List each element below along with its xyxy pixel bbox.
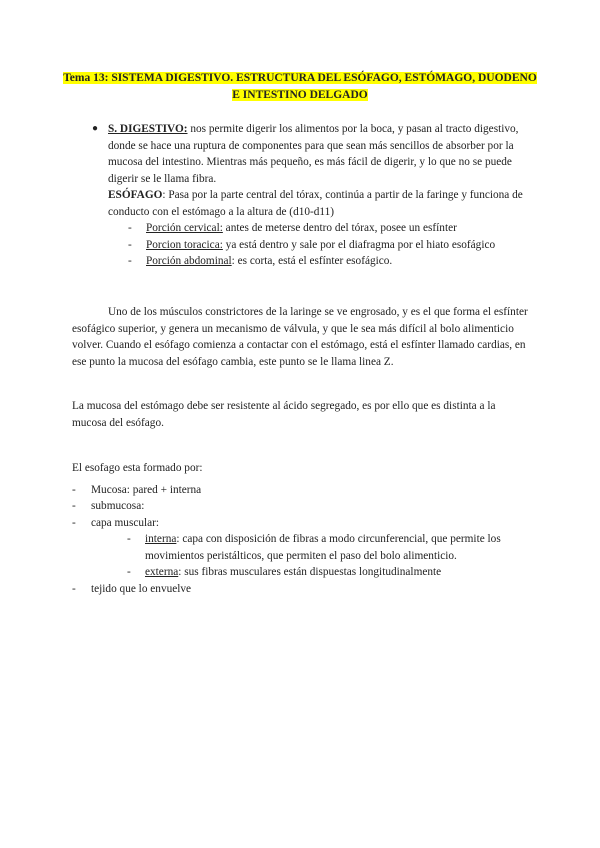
list-item: [72, 531, 532, 564]
dash-marker: -: [72, 516, 76, 529]
document-title: [60, 70, 540, 104]
list-item: [72, 515, 532, 532]
interna-term: interna: [145, 533, 177, 545]
digestive-text: nos permite digerir los alimentos por la boca, y pasan al tracto digestivo, donde se hace una ruptura de componentes para que sean más sencillos de absorber por la mucosa del intestino. Mientras más pequeño, es más fácil de digerir, y lo que no se puede digerir se le llama fibra.: [108, 123, 519, 185]
porciones-list: [128, 220, 538, 270]
porcion-cervical-term: Porción cervical:: [146, 222, 223, 234]
paragraph-mucosa: La mucosa del estómago debe ser resistente al ácido segregado, es por ello que es distinta a la mucosa del esófago.: [72, 400, 496, 429]
capa-muscular-text: capa muscular:: [91, 516, 160, 529]
dash-marker: -: [72, 582, 76, 595]
list-item: [128, 220, 538, 237]
porcion-toracica-text: ya está dentro y sale por el diafragma por el hiato esofágico: [222, 238, 496, 251]
externa-term: externa: [145, 566, 179, 578]
interna-text: : capa con disposición de fibras a modo circunferencial, que permite los movimientos peristálticos, que permiten el paso del bolo alimenticio.: [145, 533, 501, 562]
mucosa-text: Mucosa: pared + interna: [91, 483, 202, 496]
porcion-abdominal-text: : es corta, está el esfínter esofágico.: [231, 255, 393, 267]
list-item: [72, 482, 532, 499]
dash-marker: -: [127, 566, 131, 578]
paragraph-esfinter: Uno de los músculos constrictores de la laringe se ve engrosado, y es el que forma el esfínter esofágico superior, y genera un mecanismo de válvula, y que le sea más difícil al bolo alimenticio volver. Cuando el esófago comienza a contactar con el estómago, está el esfínter llamado cardias, en ese punto la mucosa del esófago cambia, este punto se le llama linea Z.: [72, 306, 528, 368]
list-item: [128, 253, 538, 270]
list-item: [72, 581, 532, 598]
submucosa-text: submucosa:: [91, 500, 145, 512]
title-line-1: Tema 13: SISTEMA DIGESTIVO. ESTRUCTURA DEL ESÓFAGO, ESTÓMAGO, DUODENO: [63, 72, 537, 84]
tejido-text: tejido que lo envuelve: [91, 582, 192, 595]
esofago-layers-list: [72, 460, 532, 597]
porcion-cervical-text: antes de meterse dentro del tórax, posee un esfínter: [222, 222, 457, 234]
title-line-2: E INTESTINO DELGADO: [232, 89, 368, 101]
esofago-text: : Pasa por la parte central del tórax, continúa a partir de la faringe y funciona de conducto con el estómago a la altura de (d10-d11): [108, 189, 523, 218]
dash-marker: -: [72, 500, 76, 512]
dash-marker: -: [72, 483, 76, 496]
list-item: [128, 237, 538, 254]
digestive-system-bullet: [92, 121, 538, 270]
list-item: [72, 564, 532, 581]
dash-marker: -: [127, 533, 131, 545]
externa-text: : sus fibras musculares están dispuestas longitudinalmente: [178, 566, 442, 578]
list-item: [72, 498, 532, 515]
porcion-toracica-term: Porcion toracica:: [146, 238, 223, 251]
esofago-term: ESÓFAGO: [108, 189, 163, 201]
esofago-definition: [108, 187, 538, 220]
digestive-definition: [108, 121, 538, 187]
digestive-term: S. DIGESTIVO:: [108, 123, 188, 135]
dash-marker: -: [128, 255, 132, 267]
list-intro: El esofago esta formado por:: [72, 462, 203, 474]
dash-marker: -: [128, 222, 132, 234]
dash-marker: -: [128, 238, 132, 251]
bullet-icon: ●: [92, 123, 99, 134]
porcion-abdominal-term: Porción abdominal: [146, 255, 232, 267]
